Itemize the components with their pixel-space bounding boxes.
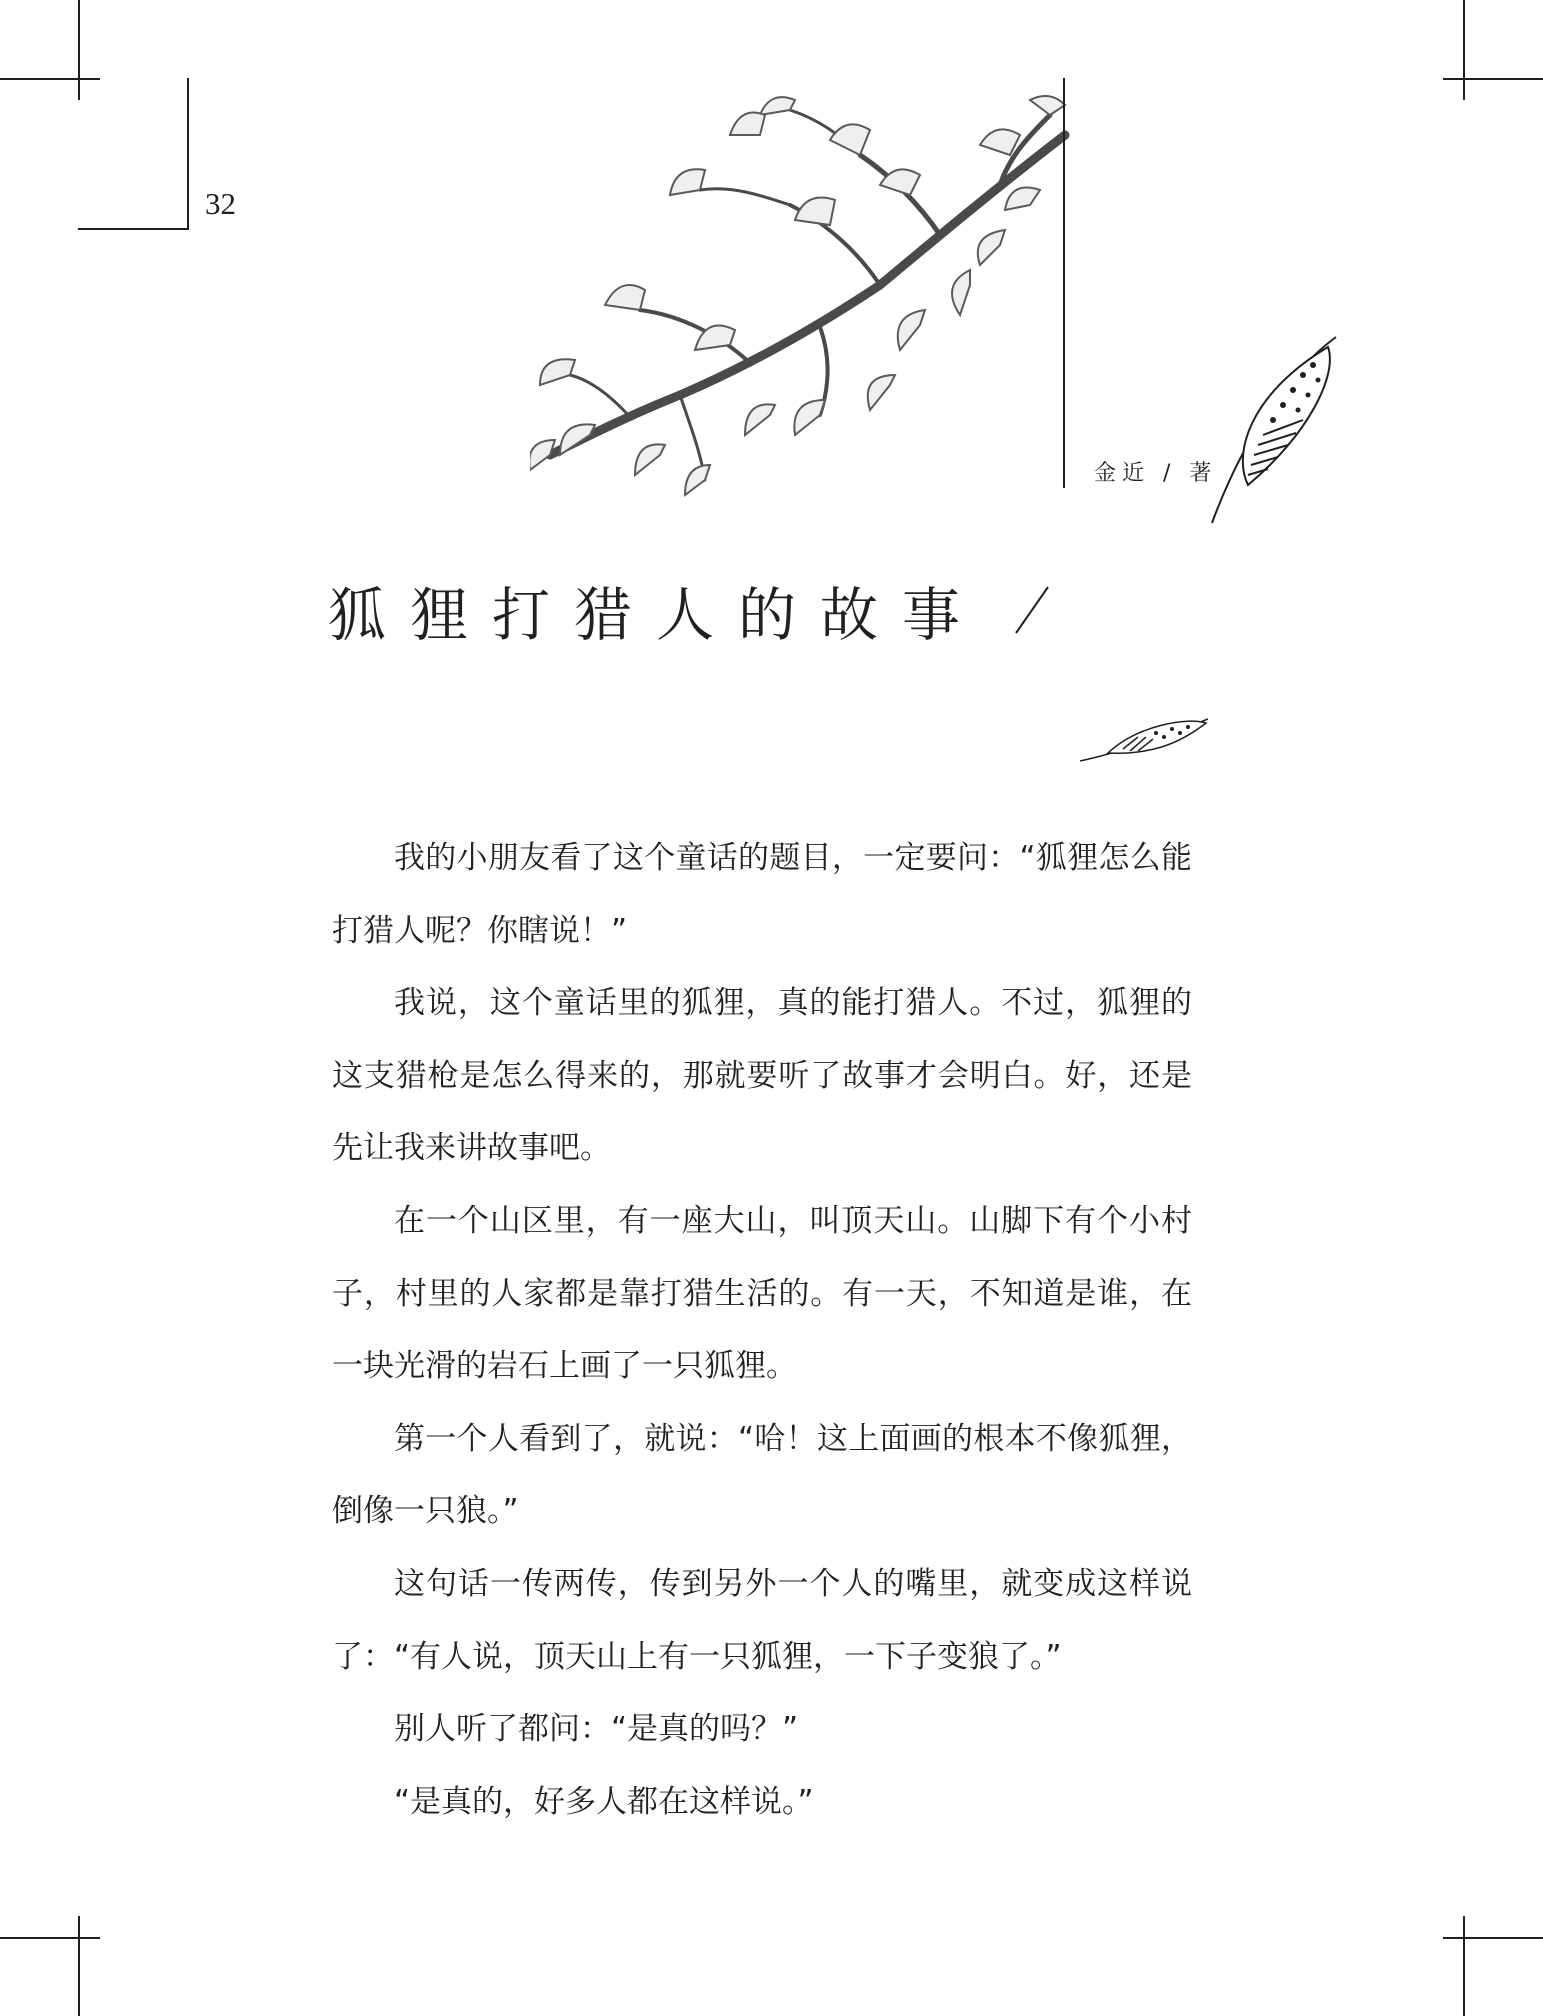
header-divider <box>1063 78 1065 488</box>
page-number: 32 <box>205 186 236 221</box>
story-title: 狐狸打猎人的故事 <box>328 581 985 649</box>
feather-icon <box>1078 715 1210 765</box>
paragraph: 我的小朋友看了这个童话的题目，一定要问：“狐狸怎么能打猎人呢？你瞎说！” <box>332 840 1192 949</box>
paragraph: 别人听了都问：“是真的吗？” <box>394 1711 799 1748</box>
ginkgo-branch-illustration <box>530 95 1070 500</box>
title-slash <box>1012 585 1052 635</box>
paragraph: 这句话一传两传，传到另外一个人的嘴里，就变成这样说了：“有人说，顶天山上有一只狐狸，一下子变狼了。” <box>332 1565 1192 1675</box>
paragraph: 我说，这个童话里的狐狸，真的能打猎人。不过，狐狸的这支猎枪是怎么得来的，那就要听了故事才会明白。好，还是先让我来讲故事吧。 <box>332 985 1192 1167</box>
paragraph: 第一个人看到了，就说：“哈！这上面画的根本不像狐狸，倒像一只狼。” <box>332 1420 1192 1530</box>
paragraph: 在一个山区里，有一座大山，叫顶天山。山脚下有个小村子，村里的人家都是靠打猎生活的。有一天，不知道是谁，在一块光滑的岩石上画了一只狐狸。 <box>332 1202 1192 1385</box>
feather-icon <box>1208 335 1338 525</box>
story-body <box>332 822 1192 1838</box>
paragraph: “是真的，好多人都在这样说。” <box>394 1783 814 1820</box>
author-byline: 金近 / 著 <box>1094 461 1218 486</box>
